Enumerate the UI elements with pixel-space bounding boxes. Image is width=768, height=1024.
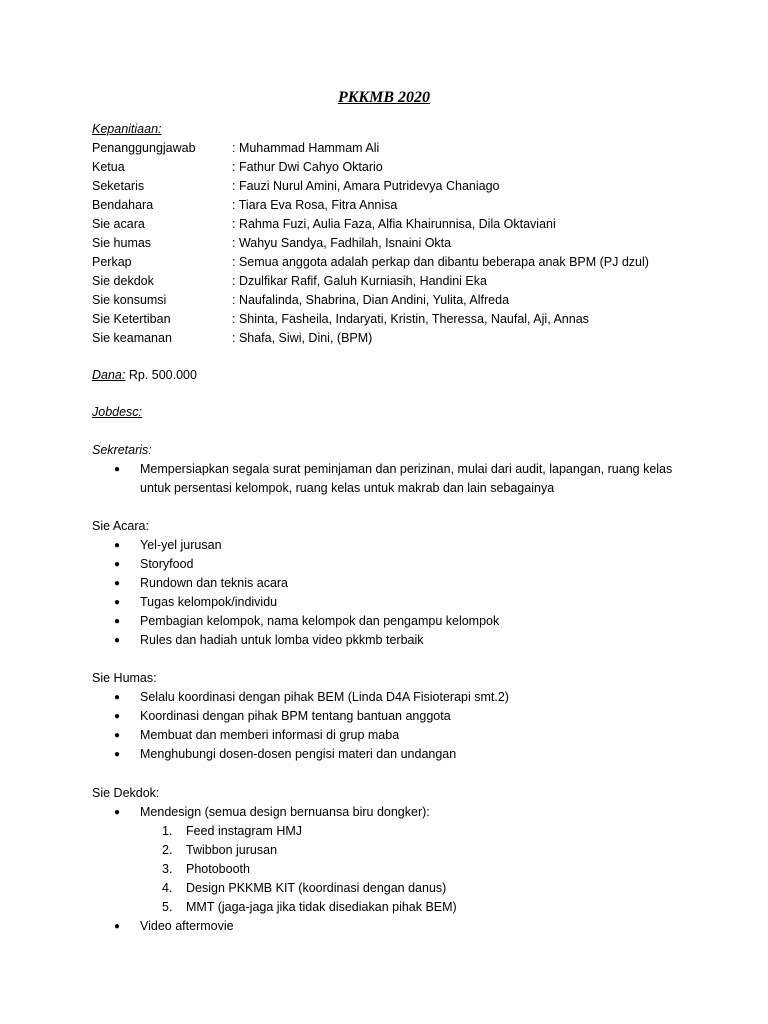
committee-row <box>92 177 649 196</box>
dekdok-heading: Sie Dekdok: <box>92 786 160 800</box>
committee-names: : Shafa, Siwi, Dini, (BPM) <box>232 331 373 345</box>
item-number: 2. <box>162 843 173 857</box>
committee-row <box>92 234 649 253</box>
list-item <box>92 726 680 745</box>
list-item <box>92 707 680 726</box>
list-item <box>92 917 680 936</box>
sekretaris-section <box>92 441 680 498</box>
committee-names: : Fathur Dwi Cahyo Oktario <box>232 160 383 174</box>
committee-row <box>92 139 649 158</box>
bullet-icon: ● <box>114 635 121 646</box>
kepanitiaan-section <box>92 120 649 348</box>
acara-section <box>92 517 680 650</box>
committee-role: Seketaris <box>92 179 145 193</box>
bullet-icon: ● <box>114 692 121 703</box>
list-item-text: Tugas kelompok/individu <box>140 595 278 609</box>
bullet-icon: ● <box>114 578 121 589</box>
numbered-item-text: Twibbon jurusan <box>186 843 278 857</box>
item-number: 5. <box>162 900 173 914</box>
sekretaris-heading: Sekretaris: <box>92 443 152 457</box>
committee-names: : Semua anggota adalah perkap dan dibantu beberapa anak BPM (PJ dzul) <box>232 255 649 269</box>
committee-row <box>92 272 649 291</box>
kepanitiaan-heading: Kepanitiaan: <box>92 122 162 136</box>
numbered-item-text: MMT (jaga-jaga jika tidak disediakan pihak BEM) <box>186 900 457 914</box>
numbered-item <box>92 879 680 898</box>
numbered-item <box>92 822 680 841</box>
numbered-item-text: Design PKKMB KIT (koordinasi dengan danus) <box>186 881 447 895</box>
list-item-text: Yel-yel jurusan <box>140 538 222 552</box>
committee-names: : Fauzi Nurul Amini, Amara Putridevya Chaniago <box>232 179 500 193</box>
committee-row <box>92 158 649 177</box>
committee-names: : Muhammad Hammam Ali <box>232 141 380 155</box>
committee-names: : Dzulfikar Rafif, Galuh Kurniasih, Handini Eka <box>232 274 487 288</box>
committee-row <box>92 291 649 310</box>
committee-role: Sie keamanan <box>92 331 172 345</box>
list-item <box>92 593 680 612</box>
committee-names: : Wahyu Sandya, Fadhilah, Isnaini Okta <box>232 236 452 250</box>
bullet-icon: ● <box>114 749 121 760</box>
committee-names: : Tiara Eva Rosa, Fitra Annisa <box>232 198 398 212</box>
committee-role: Sie dekdok <box>92 274 154 288</box>
list-item-text: Selalu koordinasi dengan pihak BEM (Linda D4A Fisioterapi smt.2) <box>140 690 509 704</box>
document-title: PKKMB 2020 <box>337 89 430 106</box>
list-item-text: Video aftermovie <box>140 919 234 933</box>
bullet-icon: ● <box>114 921 121 932</box>
committee-row <box>92 215 649 234</box>
item-number: 3. <box>162 862 173 876</box>
committee-role: Sie konsumsi <box>92 293 167 307</box>
numbered-item-text: Photobooth <box>186 862 250 876</box>
dekdok-section <box>92 784 680 936</box>
committee-row <box>92 253 649 272</box>
dana-value: Rp. 500.000 <box>125 368 197 382</box>
list-item <box>92 612 680 631</box>
bullet-icon: ● <box>114 597 121 608</box>
item-number: 4. <box>162 881 173 895</box>
committee-names: : Naufalinda, Shabrina, Dian Andini, Yulita, Alfreda <box>232 293 510 307</box>
committee-row <box>92 196 649 215</box>
numbered-item-text: Feed instagram HMJ <box>186 824 303 838</box>
bullet-icon: ● <box>114 540 121 551</box>
list-item <box>92 536 680 555</box>
committee-role: Bendahara <box>92 198 154 212</box>
list-item <box>92 745 680 764</box>
bullet-icon: ● <box>114 711 121 722</box>
committee-role: Sie Ketertiban <box>92 312 171 326</box>
committee-row <box>92 310 649 329</box>
bullet-icon: ● <box>114 559 121 570</box>
item-number: 1. <box>162 824 173 838</box>
list-item-text: Membuat dan memberi informasi di grup maba <box>140 728 400 742</box>
numbered-item <box>92 860 680 879</box>
list-item <box>92 803 680 822</box>
list-item-text: Rules dan hadiah untuk lomba video pkkmb terbaik <box>140 633 424 647</box>
committee-role: Sie acara <box>92 217 145 231</box>
list-item-text: Koordinasi dengan pihak BPM tentang bantuan anggota <box>140 709 451 723</box>
list-item-text: Storyfood <box>140 557 194 571</box>
numbered-item <box>92 841 680 860</box>
list-item <box>92 688 680 707</box>
dana-label: Dana: <box>92 368 126 382</box>
list-item <box>92 631 680 650</box>
bullet-icon: ● <box>114 616 121 627</box>
jobdesc-heading: Jobdesc: <box>92 405 143 419</box>
numbered-item <box>92 898 680 917</box>
committee-role: Ketua <box>92 160 125 174</box>
acara-heading: Sie Acara: <box>92 519 149 533</box>
committee-names: : Rahma Fuzi, Aulia Faza, Alfia Khairunnisa, Dila Oktaviani <box>232 217 556 231</box>
committee-row <box>92 329 649 348</box>
list-item-text: Pembagian kelompok, nama kelompok dan pengampu kelompok <box>140 614 500 628</box>
humas-heading: Sie Humas: <box>92 671 157 685</box>
bullet-icon: ● <box>114 730 121 741</box>
committee-names: : Shinta, Fasheila, Indaryati, Kristin, Theressa, Naufal, Aji, Annas <box>232 312 589 326</box>
committee-role: Sie humas <box>92 236 152 250</box>
committee-role: Penanggungjawab <box>92 141 196 155</box>
bullet-icon: ● <box>114 807 121 818</box>
list-item-text: Menghubungi dosen-dosen pengisi materi dan undangan <box>140 747 457 761</box>
humas-section <box>92 669 680 764</box>
list-item <box>92 460 680 498</box>
committee-role: Perkap <box>92 255 132 269</box>
list-item <box>92 555 680 574</box>
dana-line <box>92 366 197 385</box>
list-item-text: Rundown dan teknis acara <box>140 576 289 590</box>
list-item <box>92 574 680 593</box>
list-item-text: Mendesign (semua design bernuansa biru dongker): <box>140 805 430 819</box>
list-item-text: Mempersiapkan segala surat peminjaman dan perizinan, mulai dari audit, lapangan, ruang kelas untuk persentasi kelompok, ruang kelas untuk makrab dan lain sebagainya <box>140 462 673 495</box>
bullet-icon: ● <box>114 464 121 475</box>
